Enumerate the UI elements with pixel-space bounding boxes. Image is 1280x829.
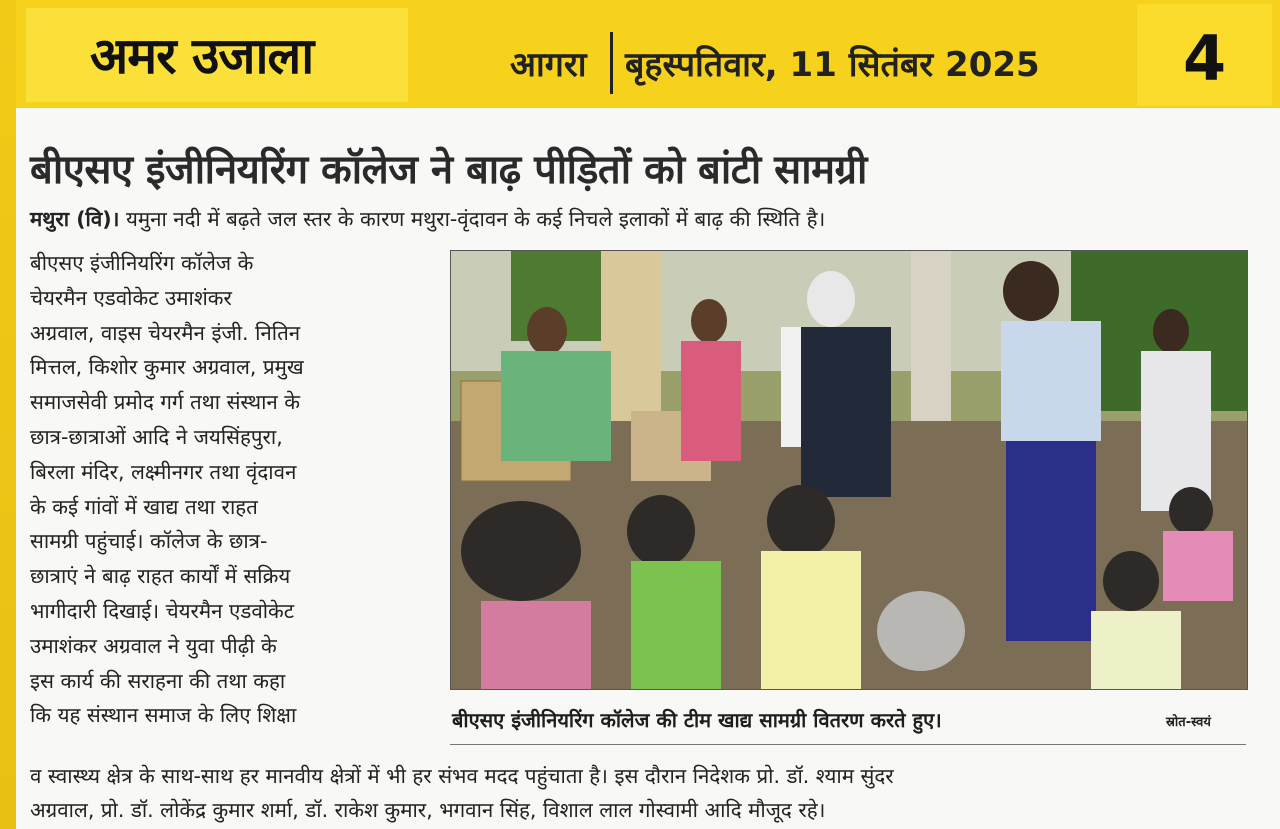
column-line: उमाशंकर अग्रवाल ने युवा पीढ़ी के [30,633,277,658]
bottom-line: अग्रवाल, प्रो. डॉ. लोकेंद्र कुमार शर्मा, डॉ. राकेश कुमार, भगवान सिंह, विशाल लाल गोस्वामी आदि मौजूद रहे। [30,798,826,822]
masthead-separator [610,32,613,94]
column-line: चेयरमैन एडवोकेट उमाशंकर [30,285,232,310]
column-line: सामग्री पहुंचाई। कॉलेज के छात्र- [30,529,268,554]
newspaper-logo: अमर उजाला [90,27,314,85]
column-line: समाजसेवी प्रमोद गर्ग तथा संस्थान के [30,390,301,415]
lead-line [30,205,825,233]
column-line: इस कार्य की सराहना की तथा कहा [30,668,286,693]
caption-rule [450,744,1246,745]
column-line: बीएसए इंजीनियरिंग कॉलेज के [30,251,254,275]
news-photo [450,250,1248,690]
photo-illustration [451,251,1247,689]
column-line: छात्राएं ने बाढ़ राहत कार्यों में सक्रिय [30,564,291,589]
bottom-line: व स्वास्थ्य क्षेत्र के साथ-साथ हर मानवीय क्षेत्रों में भी हर संभव मदद पहुंचाता है। इस दौरान निदेशक प्रो. डॉ. श्याम सुंदर [30,764,894,788]
article-headline: बीएसए इंजीनियरिंग कॉलेज ने बाढ़ पीड़ितों को बांटी सामग्री [30,147,867,193]
byline: मथुरा (वि)। [30,207,120,231]
column-line: बिरला मंदिर, लक्ष्मीनगर तथा वृंदावन [30,459,297,484]
page-number: 4 [1183,22,1227,95]
column-line: अग्रवाल, वाइस चेयरमैन इंजी. नितिन [30,320,301,345]
column-line: छात्र-छात्राओं आदि ने जयसिंहपुरा, [30,425,283,449]
edition-date: बृहस्पतिवार, 11 सितंबर 2025 [625,45,1040,85]
column-line: के कई गांवों में खाद्य तथा राहत [30,494,258,519]
page-edge [0,0,16,829]
column-line: भागीदारी दिखाई। चेयरमैन एडवोकेट [30,599,295,623]
photo-credit: स्रोत-स्वयं [1166,715,1211,730]
column-line: कि यह संस्थान समाज के लिए शिक्षा [30,703,297,728]
edition-city: आगरा [510,45,587,85]
lead-text: यमुना नदी में बढ़ते जल स्तर के कारण मथुरा-वृंदावन के कई निचले इलाकों में बाढ़ की स्थिति है। [125,207,826,231]
photo-caption: बीएसए इंजीनियरिंग कॉलेज की टीम खाद्य सामग्री वितरण करते हुए। [452,708,942,732]
column-line: मित्तल, किशोर कुमार अग्रवाल, प्रमुख [30,355,304,380]
